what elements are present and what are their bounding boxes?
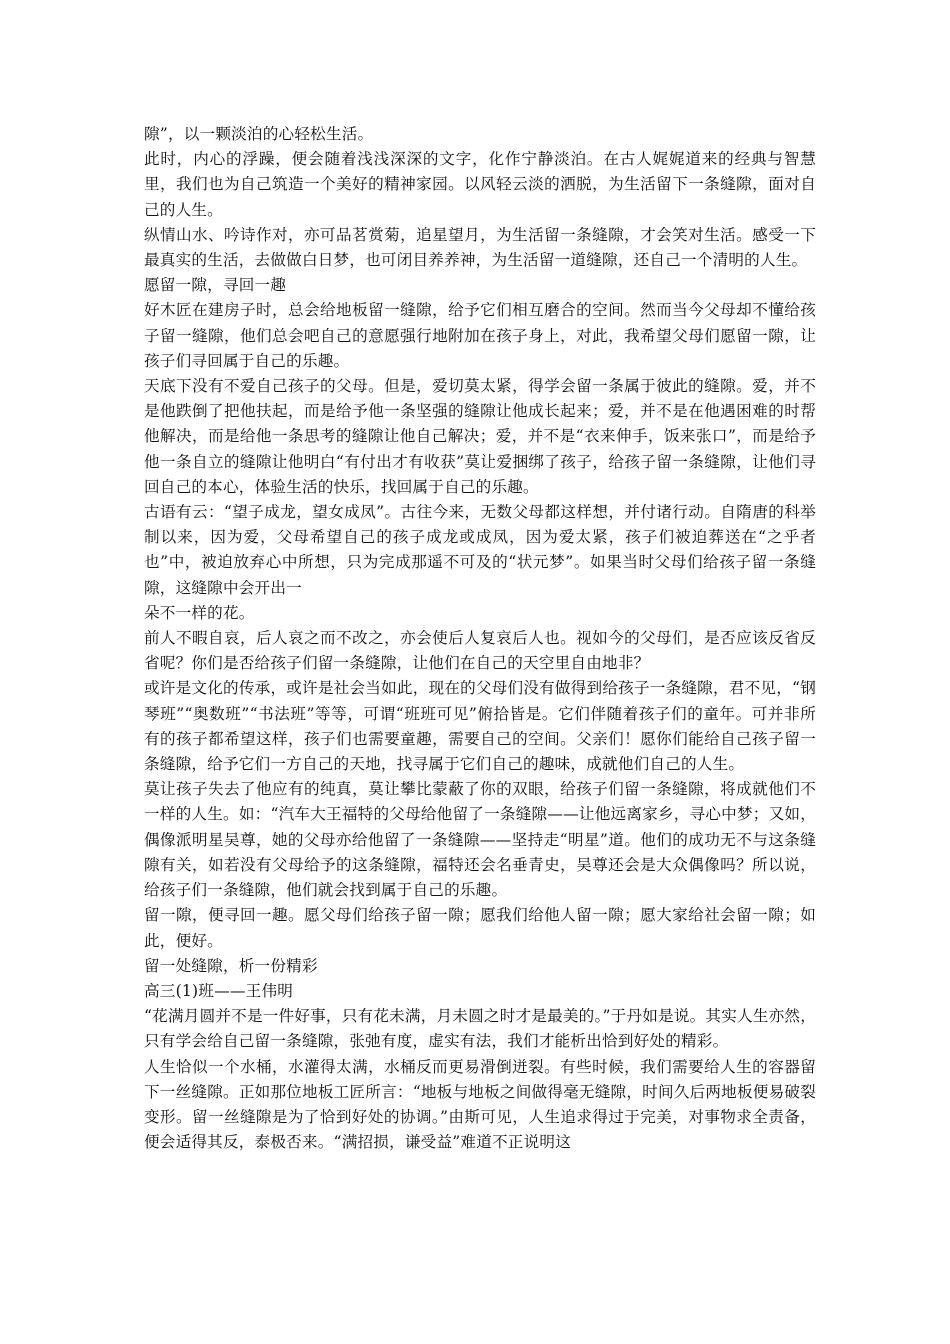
paragraph-leisure: 纵情山水、吟诗作对，亦可品茗赏菊，追星望月，为生活留一条缝隙，才会笑对生活。感受一下最真实的生活，去做做白日梦，也可闭目养养神，为生活留一道缝隙，还自己一个清明的人生。 xyxy=(144,225,816,270)
paragraph-continuation: 隙”，以一颗淡泊的心轻松生活。 xyxy=(144,125,374,143)
paragraph-water-bucket: 人生恰似一个水桶，水灌得太满，水桶反而更易滑倒迸裂。有些时候，我们需要给人生的容器留下一丝缝隙。正如那位地板工匠所言：“地板与地板之间做得毫无缝隙，时间久后两地板便易破裂变形。留一丝缝隙是为了恰到好处的协调。”由斯可见，人生追求得过于完美，对事物求全责备，便会适得其反，泰极否来。“满招损，谦受益”难道不正说明这 xyxy=(144,1057,816,1152)
paragraph-yu-dan-quote: “花满月圆并不是一件好事，只有花未满，月未圆之时才是最美的。”于丹如是说。其实人生亦然，只有学会给自己留一条缝隙，张弛有度，虚实有法，我们才能析出恰到好处的精彩。 xyxy=(144,1007,816,1051)
essay-author: 高三(1)班——王伟明 xyxy=(144,981,294,1000)
paragraph-inner-calm: 此时，内心的浮躁，便会随着浅浅深深的文字，化作宁静淡泊。在古人娓娓道来的经典与智慧里，我们也为自己筑造一个美好的精神家园。以风轻云淡的洒脱，为生活留下一条缝隙，面对自己的人生。 xyxy=(144,150,816,219)
paragraph-flower-line: 朵不一样的花。 xyxy=(144,603,255,622)
essay-title-liu-yi-chu-feng-xi: 留一处缝隙，析一份精彩 xyxy=(144,956,318,975)
document-body xyxy=(144,122,816,1155)
paragraph-reflection: 前人不暇自哀，后人哀之而不改之，亦会使后人复哀后人也。视如今的父母们，是否应该反省反省呢？你们是否给孩子们留一条缝隙，让他们在自己的天空里自由地非？ xyxy=(144,629,816,673)
paragraph-parental-love: 天底下没有不爱自己孩子的父母。但是，爱切莫太紧，得学会留一条属于彼此的缝隙。爱，并不是他跌倒了把他扶起，而是给予他一条坚强的缝隙让他成长起来；爱，并不是在他遇困难的时帮他解决，而是给他一条思考的缝隙让他自己解决；爱，并不是“衣来伸手，饭来张口”，而是给予他一条自立的缝隙让他明白“有付出才有收获”莫让爱捆绑了孩子，给孩子留一条缝隙，让他们寻回自己的本心，体验生活的快乐，找回属于自己的乐趣。 xyxy=(144,377,816,496)
essay-title-yuan-liu-yi-xi: 愿留一隙，寻回一趣 xyxy=(144,276,287,295)
paragraph-carpenter: 好木匠在建房子时，总会给地板留一缝隙，给予它们相互磨合的空间。然而当今父母却不懂给孩子留一缝隙，他们总会吧自己的意愿强行地附加在孩子身上，对此，我希望父母们愿留一隙，让孩子们寻回属于自己的乐趣。 xyxy=(144,301,816,370)
paragraph-innocence: 莫让孩子失去了他应有的纯真，莫让攀比蒙蔽了你的双眼，给孩子们留一条缝隙，将成就他们不一样的人生。如：“汽车大王福特的父母给他留了一条缝隙——让他远离家乡，寻心中梦；又如，偶像派明星吴尊，她的父母亦给他留了一条缝隙——坚持走“明星”道。他们的成功无不与这条缝隙有关，如若没有父母给予的这条缝隙，福特还会名垂青史，吴尊还会是大众偶像吗？所以说，给孩子们一条缝隙，他们就会找到属于自己的乐趣。 xyxy=(144,780,816,900)
paragraph-culture: 或许是文化的传承，或许是社会当如此，现在的父母们没有做得到给孩子一条缝隙，君不见，“钢琴班”“奥数班”“书法班”等等，可谓“班班可见”俯拾皆是。它们伴随着孩子们的童年。可并非所有的孩子都希望这样，孩子们也需要童趣，需要自己的空间。父亲们！愿你们能给自己孩子留一条缝隙，给予它们一方自己的天地，找寻属于它们自己的趣味，成就他们自己的人生。 xyxy=(144,679,816,774)
paragraph-proverb: 古语有云：“望子成龙，望女成凤”。古往今来，无数父母都这样想，并付诸行动。自隋唐的科举制以来，因为爱，父母希望自己的孩子成龙或成凤，因为爱太紧，孩子们被迫葬送在“之乎者也”中，被迫放弃心中所想，只为完成那遥不可及的“状元梦”。如果当时父母们给孩子留一条缝隙，这缝隙中会开出一 xyxy=(144,503,816,597)
paragraph-conclusion: 留一隙，便寻回一趣。愿父母们给孩子留一隙；愿我们给他人留一隙；愿大家给社会留一隙；如此，便好。 xyxy=(144,906,816,950)
